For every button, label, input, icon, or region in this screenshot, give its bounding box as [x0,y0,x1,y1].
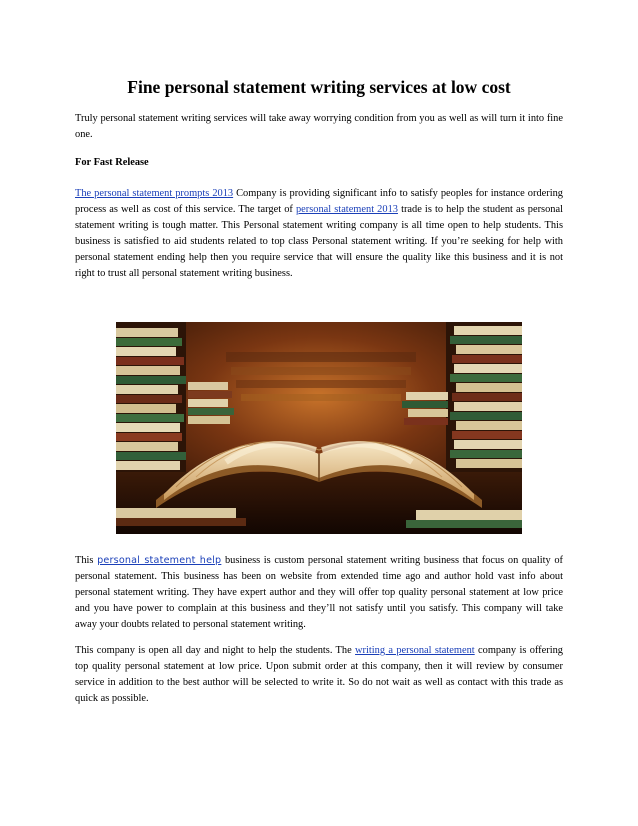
paragraph-3-text-b: company is offering top quality personal statement at low price. Upon submit order at this company, then it will review by consumer service in addition to the best author will be selected to write it. So do not wait as well as contact with this trade as quick as possible. [75,645,563,704]
paragraph-3-text-a: This company is open all day and night to help the students. The [75,645,356,656]
link-personal-statement-help[interactable]: personal statement help [97,555,222,566]
page-title: Fine personal statement writing services at low cost [127,77,511,97]
link-writing-a-personal-statement[interactable]: writing a personal statement [355,645,475,656]
section-heading: For Fast Release [75,157,149,168]
link-personal-statement-prompts[interactable]: The personal statement prompts 2013 [75,188,234,199]
link-personal-statement-2013[interactable]: personal statement 2013 [295,204,398,215]
paragraph-3 [75,643,563,707]
paragraph-2 [75,553,563,633]
intro-paragraph: Truly personal statement writing services will take away worrying condition from you as well as will turn it into fine one. [75,113,563,140]
paragraph-1-text-a: Company is providing significant info to satisfy peoples for instance ordering process as well as cost of this service. The target of [75,188,563,215]
paragraph-2-text-a: This [75,555,98,566]
paragraph-2-text-b: business is custom personal statement writing business that focus on quality of personal statement. This business has been on website from extended time ago and author hold vast info about personal statement writing. They have expert author and they will offer top quality personal statement at low price and you have power to complain at this business and they’ll not satisfy until you satisfy. This company will take away your doubts related to personal statement writing. [75,555,563,630]
open-books-photo [116,322,522,534]
paragraph-1 [75,186,563,282]
paragraph-1-text-b: trade is to help the student as personal statement writing is tough matter. This Personal statement writing company is all time open to help students. This business is satisfied to aid students related to top class Personal statement writing. If you’re seeking for help with personal statement ending help then you require service that will ensure the quality like this business and it is not right to trust all personal statement writing business. [75,204,563,279]
